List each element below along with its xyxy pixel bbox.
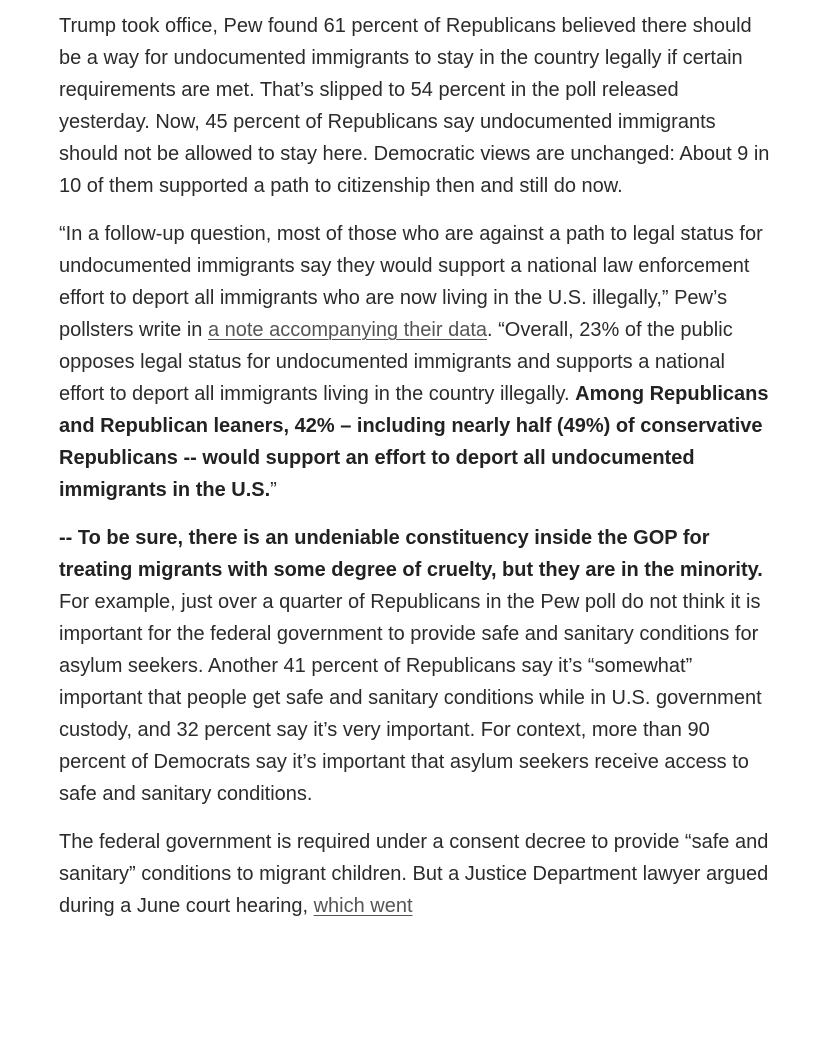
paragraph-text: Trump took office, Pew found 61 percent of Republicans believed there should be a way for undocumented immigrants to stay in the country legally if certain requirements are met. That’s slipped to 54 percent in the poll released yesterday. Now, 45 percent of Republicans say undocumented immigrants should not be allowed to stay here. Democratic views are unchanged: About 9 in 10 of them supported a path to citizenship then and still do now. [59,15,770,197]
paragraph-text: For example, just over a quarter of Republicans in the Pew poll do not think it is important for the federal government to provide safe and sanitary conditions for asylum seekers. Another 41 percent of Republicans say it’s “somewhat” important that people get safe and sanitary conditions while in U.S. government custody, and 32 percent say it’s very important. For context, more than 90 percent of Democrats say it’s important that asylum seekers receive access to safe and sanitary conditions. [59,591,762,805]
paragraph-text: “In a follow-up question, most of those who are against a path to legal status for undocumented immigrants say they would support a national law enforcement effort to deport all immigrants who are now living in the U.S. illegally,” Pew’s pollsters write in [59,223,763,341]
closing-quote: ” [270,479,277,501]
paragraph-text: . “Overall, 23% of the public opposes legal status for undocumented immigrants and supports a national effort to deport all immigrants living in the country illegally. [59,319,733,405]
paragraph-text: The federal government is required under a consent decree to provide “safe and sanitary” conditions to migrant children. But a Justice Department lawyer argued during a June court hearing, [59,831,769,917]
court-hearing-link[interactable]: which went [313,895,413,917]
bold-emphasis: Among Republicans and Republican leaners, 42% – including nearly half (49%) of conservative Republicans -- would support an effort to deport all undocumented immigrants in the U.S. [59,383,769,501]
bold-lead-sentence: -- To be sure, there is an undeniable constituency inside the GOP for treating migrants with some degree of cruelty, but they are in the minority. [59,527,763,581]
pew-data-note-link[interactable]: a note accompanying their data [207,319,488,341]
paragraph-gop-constituency [59,522,774,810]
paragraph-consent-decree [59,826,774,922]
article-body [59,10,774,938]
paragraph-pew-findings [59,10,774,202]
paragraph-follow-up-question [59,218,774,506]
